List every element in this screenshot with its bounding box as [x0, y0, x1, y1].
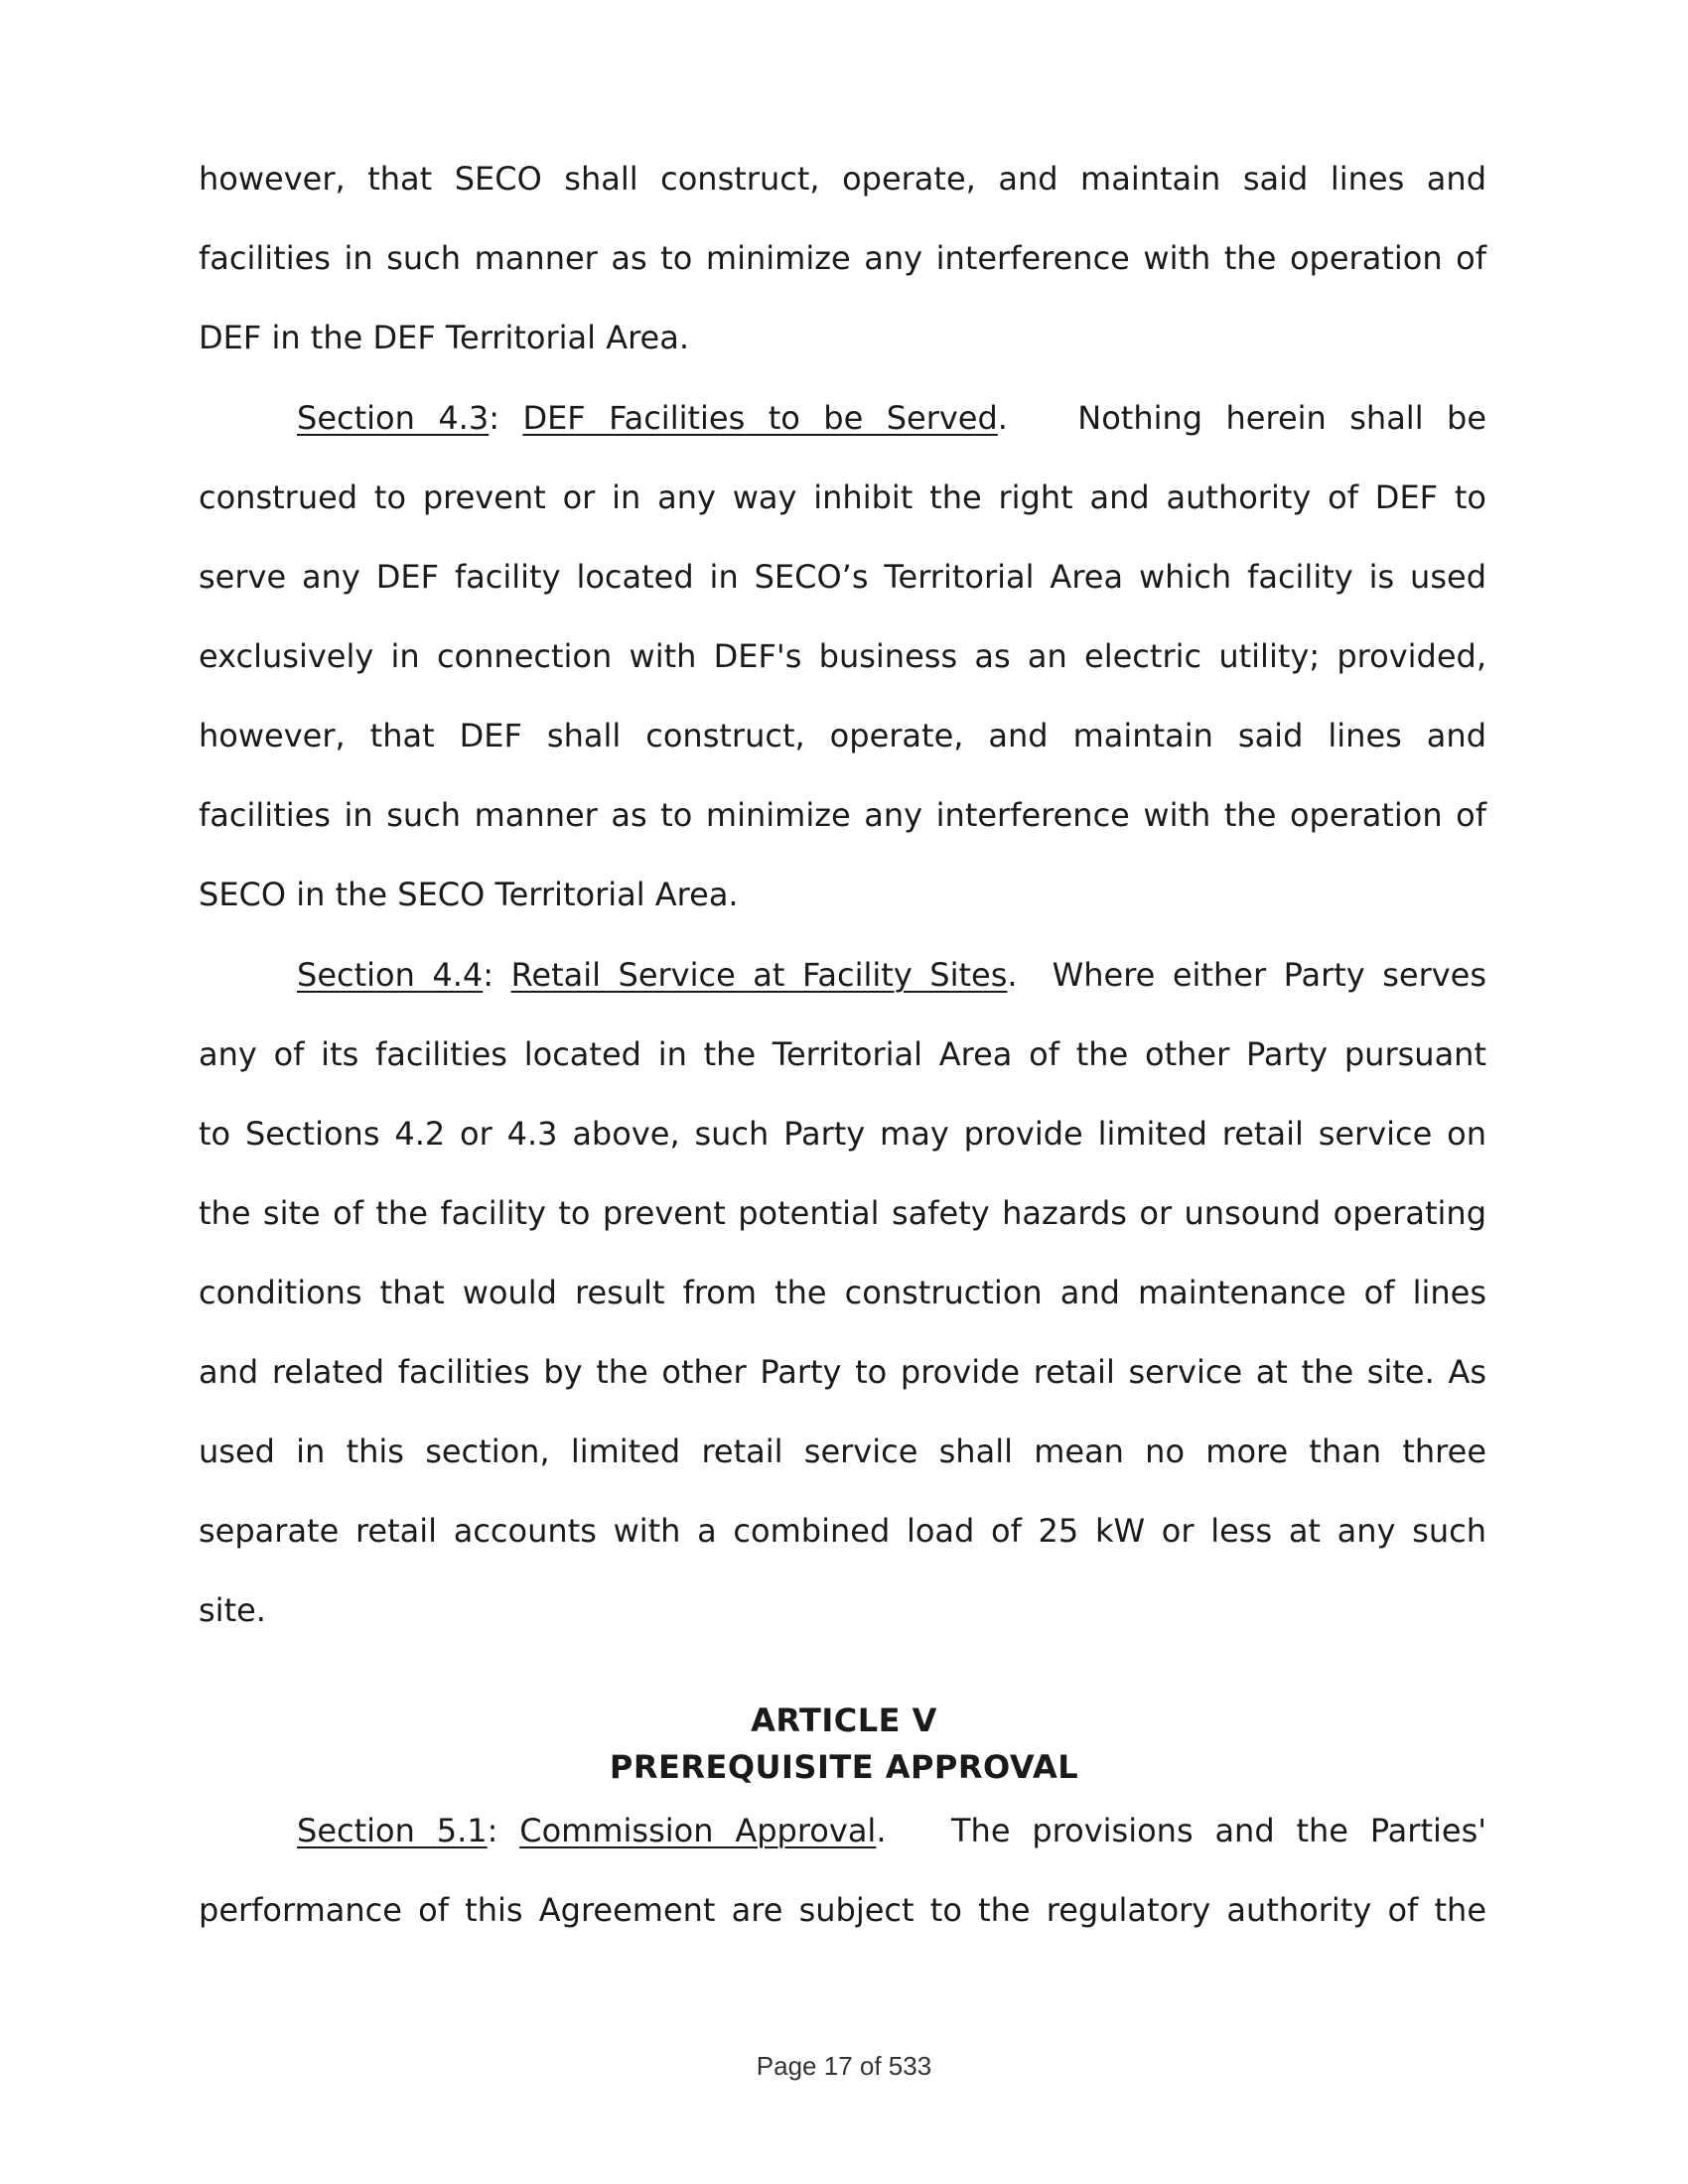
article-heading: ARTICLE V — [751, 1702, 937, 1739]
paragraph-line: SECO in the SECO Territorial Area. — [199, 876, 739, 913]
paragraph-line: site. — [199, 1591, 266, 1629]
paragraph-line: and related facilities by the other Party to provide retail service at the site. As — [199, 1353, 1486, 1391]
paragraph-line: to Sections 4.2 or 4.3 above, such Party may provide limited retail service on — [199, 1115, 1486, 1153]
section-text: The provisions and the Parties' — [951, 1812, 1487, 1849]
paragraph-line: serve any DEF facility located in SECO’s Territorial Area which facility is used — [199, 558, 1486, 596]
section-4-4-first-line: Section 4.4: Retail Service at Facility Sites. Where either Party serves — [297, 956, 1487, 994]
paragraph-line: however, that SECO shall construct, operate, and maintain said lines and — [199, 160, 1486, 198]
section-number: Section 4.4 — [297, 956, 484, 994]
paragraph-line: the site of the facility to prevent potential safety hazards or unsound operating — [199, 1194, 1486, 1232]
section-title: Commission Approval — [519, 1812, 877, 1849]
paragraph-line: exclusively in connection with DEF's business as an electric utility; provided, — [199, 637, 1486, 675]
paragraph-line: separate retail accounts with a combined load of 25 kW or less at any such — [199, 1512, 1486, 1550]
article-subheading: PREREQUISITE APPROVAL — [609, 1748, 1079, 1786]
paragraph-line: construed to prevent or in any way inhibit the right and authority of DEF to — [199, 478, 1486, 516]
page-number: Page 17 of 533 — [756, 2051, 932, 2081]
section-title: DEF Facilities to be Served — [522, 399, 998, 437]
paragraph-line: used in this section, limited retail service shall mean no more than three — [199, 1433, 1486, 1470]
section-5-1-first-line: Section 5.1: Commission Approval. The provisions and the Parties' — [297, 1812, 1487, 1849]
paragraph-line: however, that DEF shall construct, operate, and maintain said lines and — [199, 717, 1486, 754]
paragraph-line: facilities in such manner as to minimize any interference with the operation of — [199, 239, 1486, 277]
section-number: Section 4.3 — [297, 399, 490, 437]
paragraph-line: performance of this Agreement are subject to the regulatory authority of the — [199, 1891, 1486, 1929]
section-number: Section 5.1 — [297, 1812, 488, 1849]
section-text: Nothing herein shall be — [1077, 399, 1487, 437]
section-title: Retail Service at Facility Sites — [510, 956, 1008, 994]
paragraph-line: any of its facilities located in the Territorial Area of the other Party pursuant — [199, 1035, 1486, 1073]
paragraph-line: DEF in the DEF Territorial Area. — [199, 319, 689, 356]
section-text: Where either Party serves — [1052, 956, 1487, 994]
paragraph-line: facilities in such manner as to minimize any interference with the operation of — [199, 796, 1486, 834]
paragraph-line: conditions that would result from the construction and maintenance of lines — [199, 1274, 1486, 1311]
section-4-3-first-line: Section 4.3: DEF Facilities to be Served. Nothing herein shall be — [297, 399, 1487, 437]
